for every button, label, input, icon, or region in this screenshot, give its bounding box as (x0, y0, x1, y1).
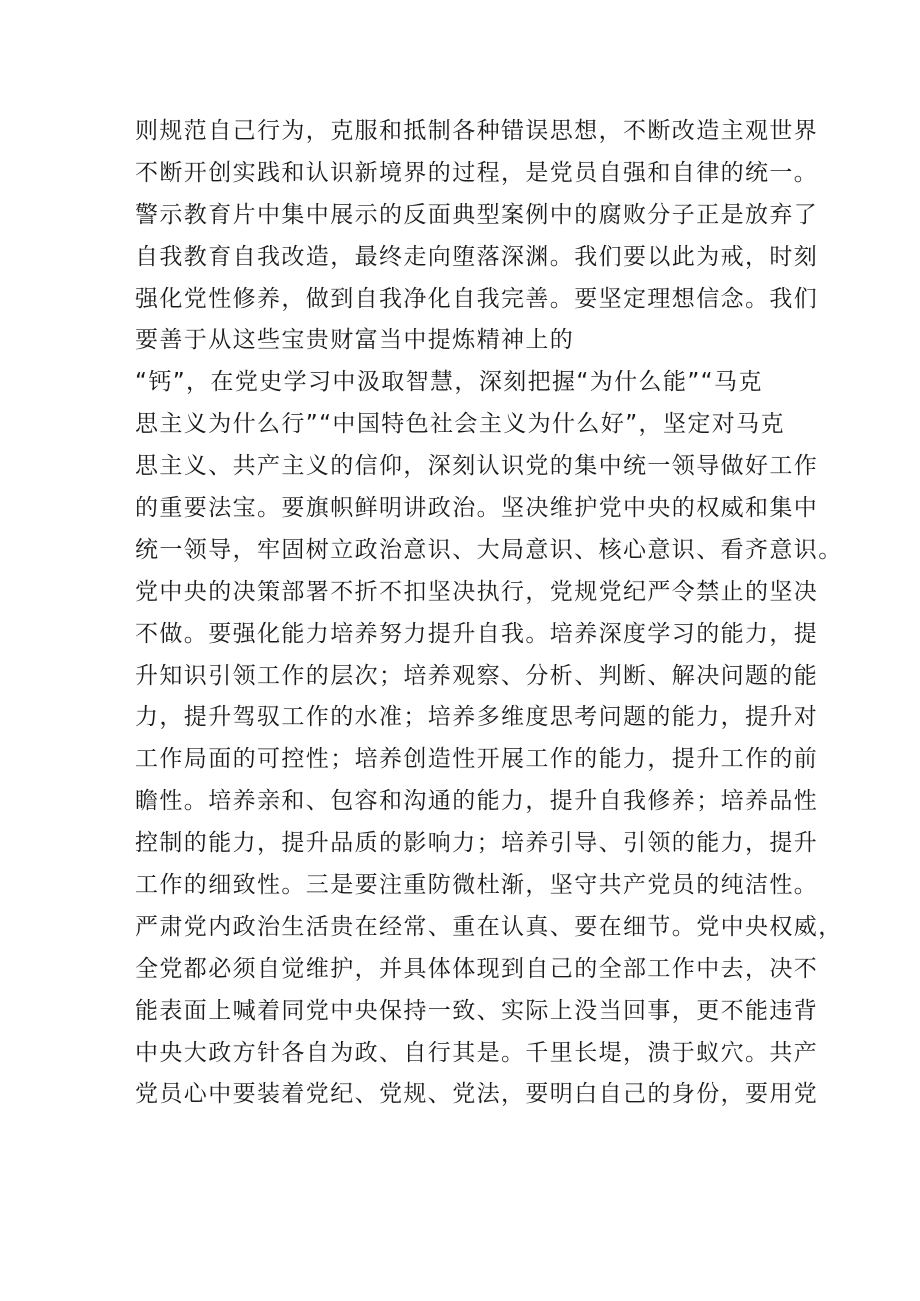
body-text (135, 111, 843, 1116)
text-line: 思主义、共产主义的信仰，深刻认识党的集中统一领导做好工作 (135, 453, 819, 480)
text-line: 能表面上喊着同党中央保持一致、实际上没当回事，更不能违背 (135, 997, 819, 1024)
text-line: 党员心中要装着党纪、党规、党法，要明白自己的身份，要用党 (135, 1081, 819, 1108)
text-line: 要善于从这些宝贵财富当中提炼精神上的 (135, 327, 575, 354)
text-line: 的重要法宝。要旗帜鲜明讲政治。坚决维护党中央的权威和集中 (135, 495, 819, 522)
text-line: 工作局面的可控性；培养创造性开展工作的能力，提升工作的前 (135, 746, 819, 773)
text-line: 力，提升驾驭工作的水准；培养多维度思考问题的能力，提升对 (135, 704, 819, 731)
text-line: 升知识引领工作的层次；培养观察、分析、判断、解决问题的能 (135, 662, 819, 689)
text-line: 统一领导，牢固树立政治意识、大局意识、核心意识、看齐意识。 (135, 536, 843, 563)
text-line: 强化党性修养，做到自我净化自我完善。要坚定理想信念。我们 (135, 285, 819, 312)
text-line: 自我教育自我改造，最终走向堕落深渊。我们要以此为戒，时刻 (135, 243, 819, 270)
text-line: 党中央的决策部署不折不扣坚决执行，党规党纪严令禁止的坚决 (135, 578, 819, 605)
text-line: 思主义为什么行”“中国特色社会主义为什么好”，坚定对马克 (135, 411, 785, 438)
text-line: 严肃党内政治生活贵在经常、重在认真、要在细节。党中央权威， (135, 913, 843, 940)
text-line: 瞻性。培养亲和、包容和沟通的能力，提升自我修养；培养品性 (135, 788, 819, 815)
text-line: 不做。要强化能力培养努力提升自我。培养深度学习的能力，提 (135, 620, 819, 647)
text-line: 警示教育片中集中展示的反面典型案例中的腐败分子正是放弃了 (135, 201, 819, 228)
text-line: 中央大政方针各自为政、自行其是。千里长堤，溃于蚁穴。共产 (135, 1039, 819, 1066)
text-line: 工作的细致性。三是要注重防微杜渐，坚守共产党员的纯洁性。 (135, 872, 819, 899)
text-line: “钙”，在党史学习中汲取智慧，深刻把握“为什么能”“马克 (135, 369, 763, 396)
text-line: 全党都必须自觉维护，并具体体现到自己的全部工作中去，决不 (135, 955, 819, 982)
text-line: 则规范自己行为，克服和抵制各种错误思想，不断改造主观世界 (135, 118, 819, 144)
text-line: 控制的能力，提升品质的影响力；培养引导、引领的能力，提升 (135, 830, 819, 857)
text-line: 不断开创实践和认识新境界的过程，是党员自强和自律的统一。 (135, 159, 819, 186)
